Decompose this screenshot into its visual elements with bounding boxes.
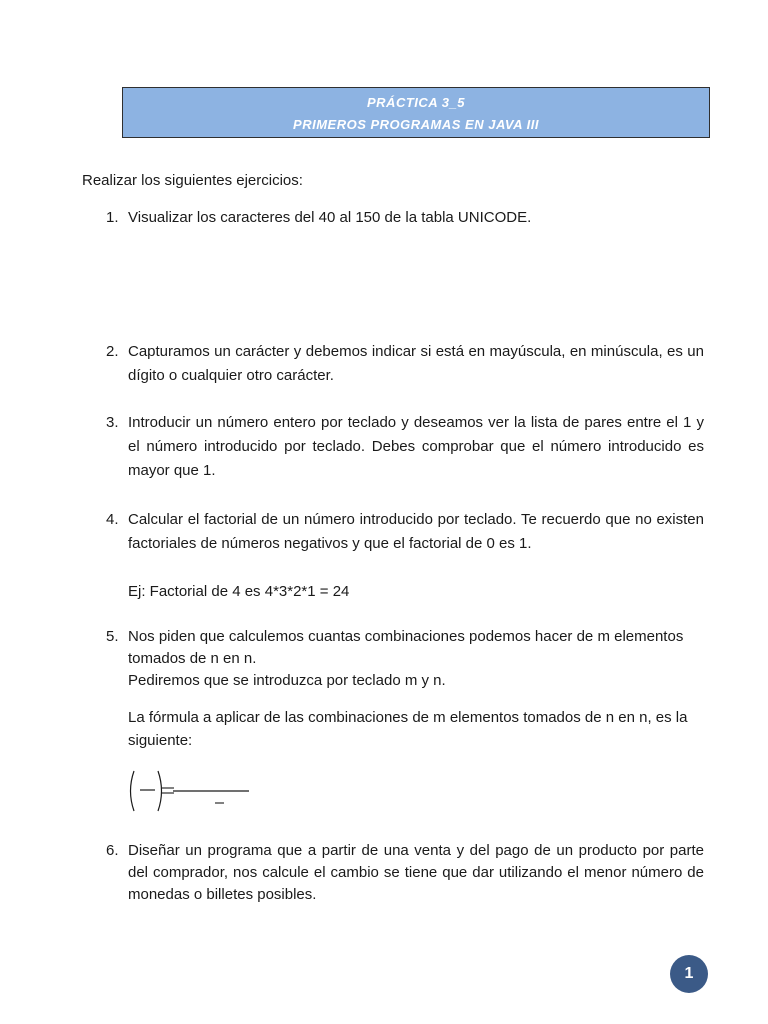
- combinations-formula: [127, 767, 257, 815]
- title-line-2: PRIMEROS PROGRAMAS EN JAVA III: [293, 117, 539, 132]
- exercise-text-2: Pediremos que se introduzca por teclado m y n.: [128, 672, 446, 689]
- exercise-text: Diseñar un programa que a partir de una venta y del pago de un producto por parte del comprador, nos calcule el cambio se tiene que dar utilizando el menor número de monedas o billetes posibles.: [128, 842, 704, 903]
- exercise-3: [106, 411, 704, 483]
- exercise-number: 4.: [106, 511, 119, 528]
- exercise-6: [106, 840, 704, 906]
- exercise-text: Capturamos un carácter y debemos indicar si está en mayúscula, en minúscula, es un dígito o cualquier otro carácter.: [128, 343, 704, 384]
- page-number-badge: 1: [670, 955, 708, 993]
- exercise-2: [106, 340, 704, 388]
- formula-right-paren: [158, 771, 162, 811]
- exercise-number: 3.: [106, 414, 119, 431]
- exercise-text: Visualizar los caracteres del 40 al 150 de la tabla UNICODE.: [128, 209, 532, 226]
- exercise-text: Calcular el factorial de un número introducido por teclado. Te recuerdo que no existen factoriales de números negativos y que el factorial de 0 es 1.: [128, 511, 704, 552]
- exercise-4: [106, 508, 704, 556]
- formula-intro: La fórmula a aplicar de las combinaciones de m elementos tomados de n en n, es la siguiente:: [128, 709, 688, 749]
- exercise-text: Nos piden que calculemos cuantas combinaciones podemos hacer de m elementos tomados de n en n.: [128, 628, 684, 667]
- exercise-number: 2.: [106, 343, 119, 360]
- title-line-1: PRÁCTICA 3_5: [367, 95, 465, 110]
- exercise-number: 5.: [106, 628, 119, 645]
- exercise-1: [106, 206, 704, 230]
- exercise-number: 1.: [106, 209, 119, 226]
- formula-left-paren: [131, 771, 135, 811]
- exercise-number: 6.: [106, 842, 119, 859]
- title-box: [122, 87, 710, 138]
- intro-text: Realizar los siguientes ejercicios:: [82, 172, 303, 189]
- exercise-text: Introducir un número entero por teclado y deseamos ver la lista de pares entre el 1 y el número introducido por teclado. Debes comprobar que el número introducido es mayor que 1.: [128, 414, 704, 479]
- exercise-5: [106, 626, 704, 692]
- factorial-example: Ej: Factorial de 4 es 4*3*2*1 = 24: [128, 583, 350, 600]
